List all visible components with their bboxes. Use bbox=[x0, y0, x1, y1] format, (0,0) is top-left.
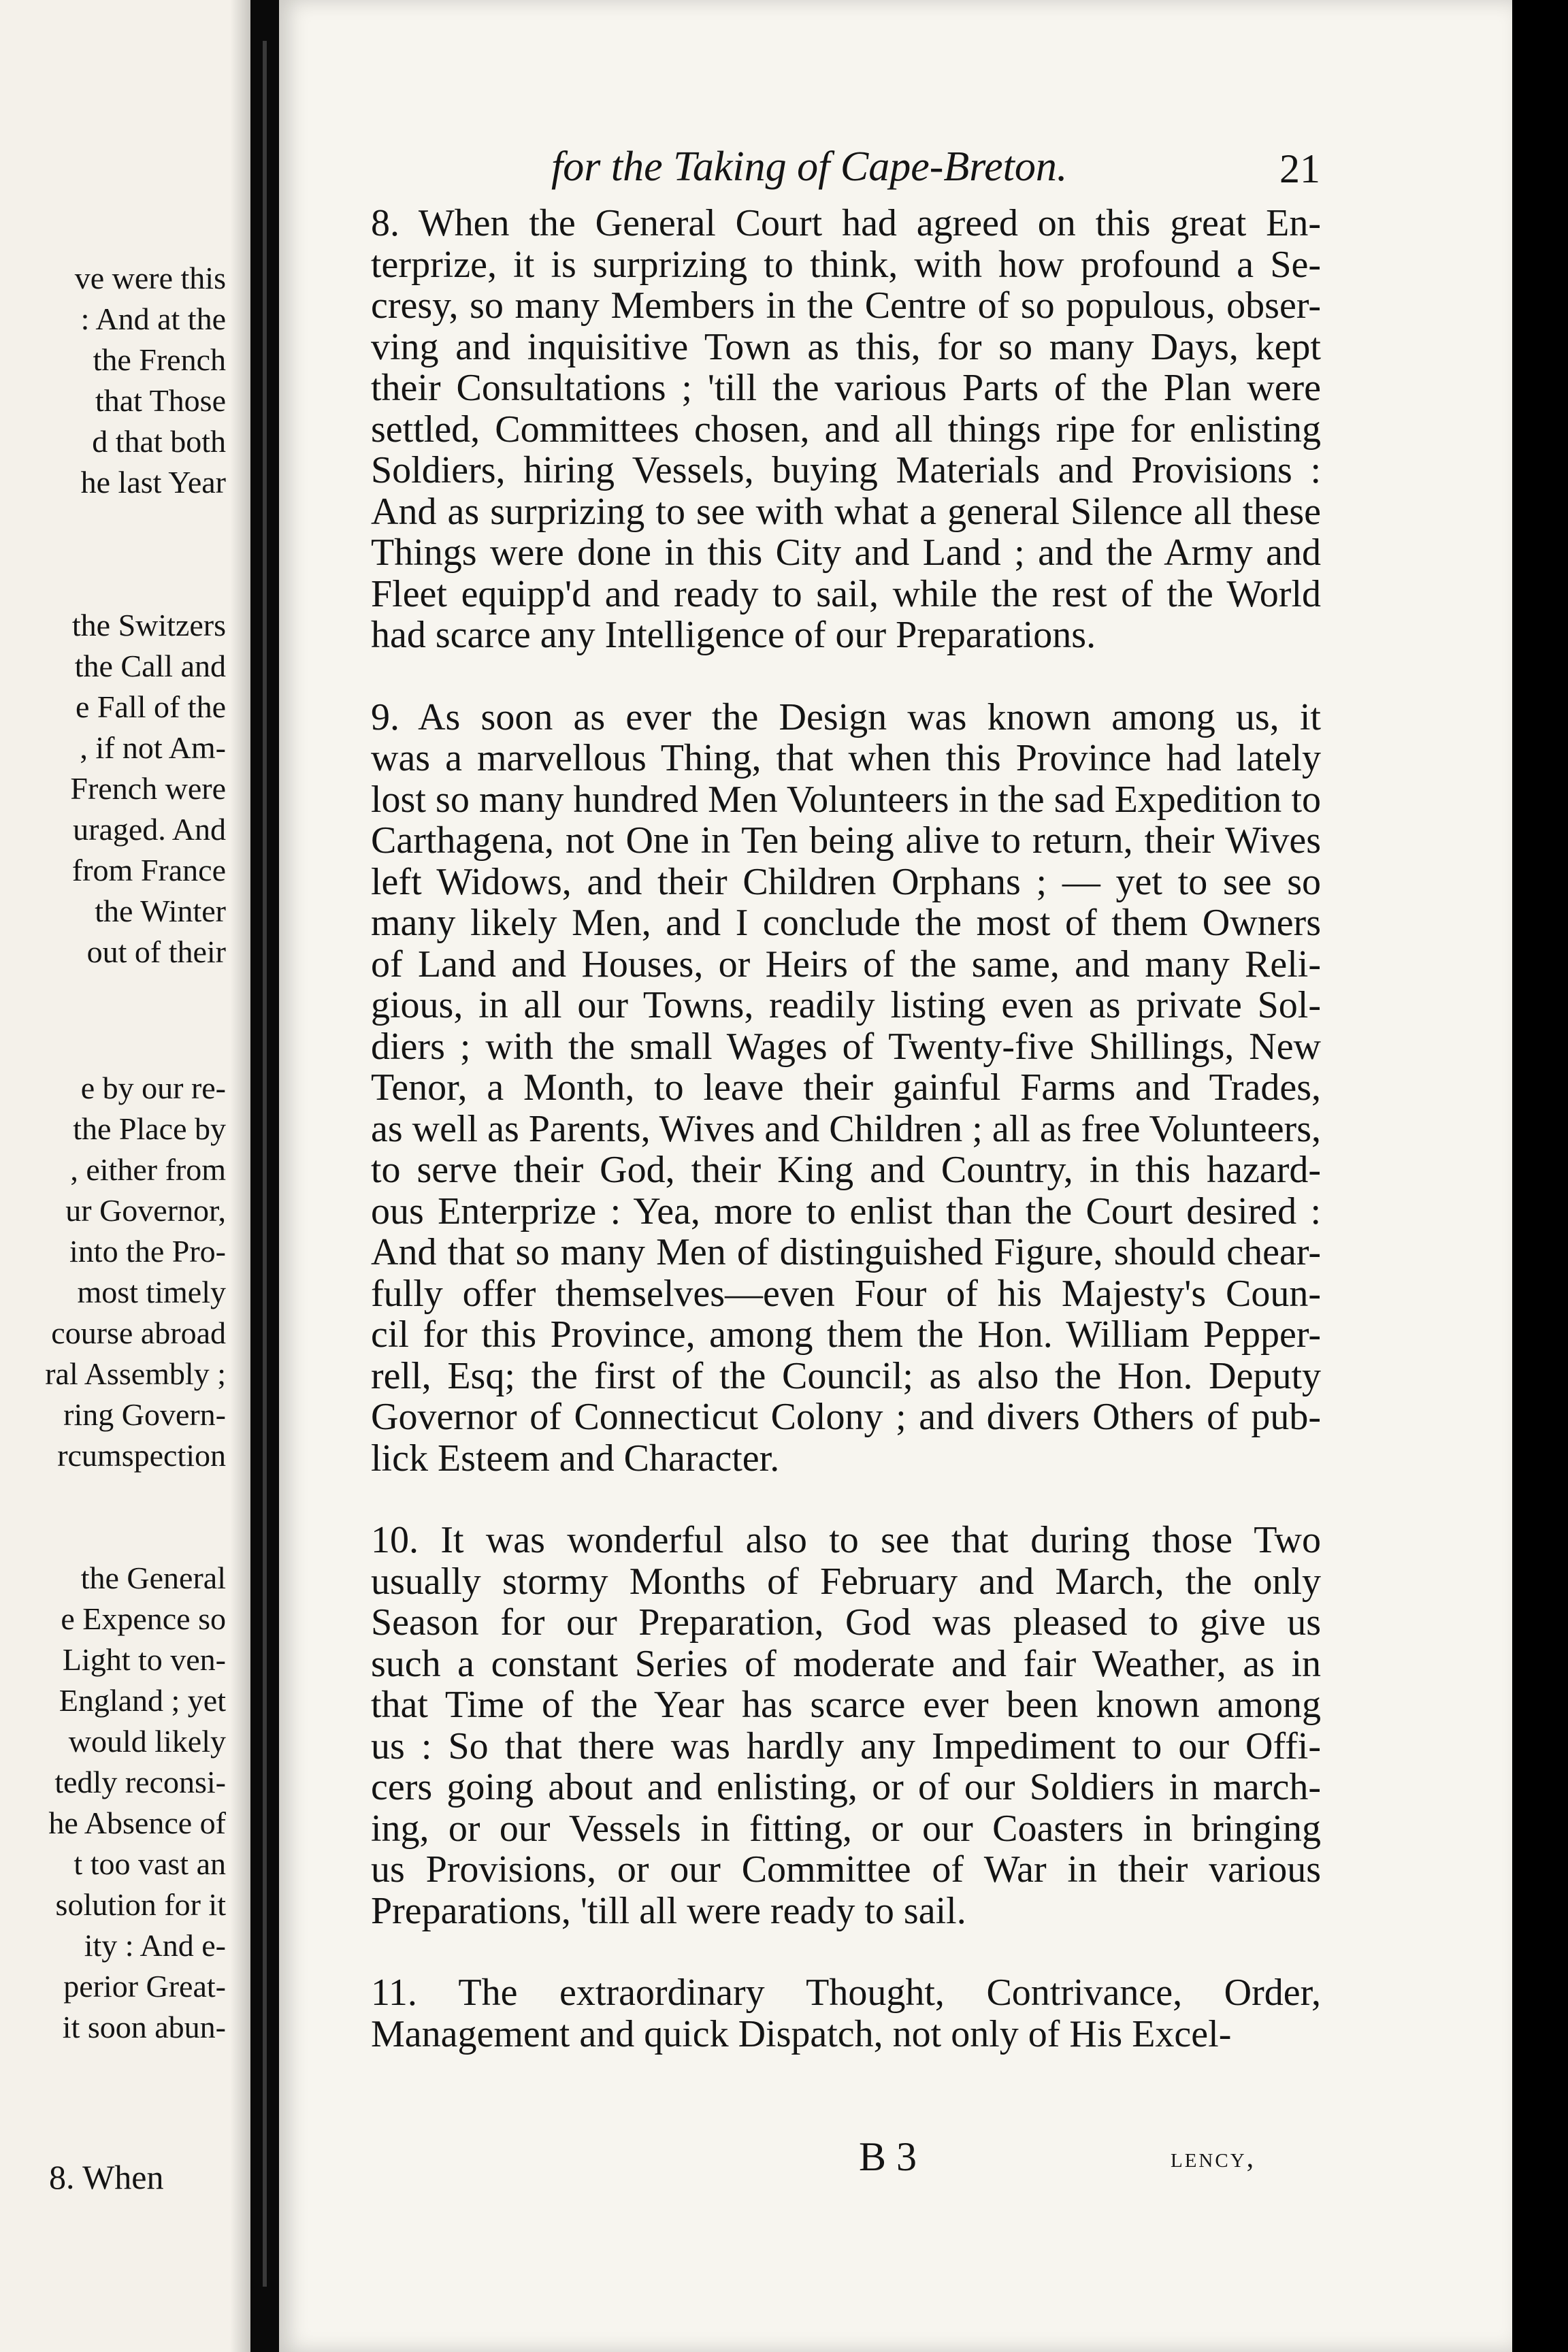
text-line: gious, in all our Towns, readily listing even as private Sol- bbox=[371, 984, 1321, 1026]
previous-page-line: he last Year bbox=[80, 465, 226, 500]
previous-page-line: the Call and bbox=[74, 649, 226, 683]
previous-page-line: it soon abun- bbox=[62, 2010, 226, 2044]
previous-page-fragment bbox=[0, 0, 250, 2352]
text-line: ous Enterprize : Yea, more to enlist than the Court desired : bbox=[371, 1190, 1321, 1232]
text-line: left Widows, and their Children Orphans ; — yet to see so bbox=[371, 860, 1321, 903]
previous-page-line: would likely bbox=[68, 1724, 226, 1759]
previous-page-line: ring Govern- bbox=[63, 1397, 226, 1432]
previous-page-line: the Place by bbox=[73, 1111, 226, 1146]
text-line: Season for our Preparation, God was pleased to give us bbox=[371, 1601, 1321, 1644]
text-line: their Consultations ; 'till the various Parts of the Plan were bbox=[371, 367, 1321, 409]
previous-page-line: the French bbox=[93, 342, 226, 377]
text-line: cresy, so many Members in the Centre of so populous, obser- bbox=[371, 284, 1321, 327]
previous-page-line: he Absence of bbox=[48, 1806, 226, 1840]
previous-page-line: rcumspection bbox=[57, 1438, 226, 1473]
previous-page-line: the General bbox=[80, 1561, 226, 1595]
previous-page-line: ity : And e- bbox=[84, 1928, 226, 1963]
book-spine bbox=[250, 0, 279, 2352]
text-line: ing, or our Vessels in fitting, or our Coasters in bringing bbox=[371, 1807, 1321, 1850]
text-line: to serve their God, their King and Country, in this hazard- bbox=[371, 1149, 1321, 1191]
text-line: usually stormy Months of February and March, the only bbox=[371, 1560, 1321, 1603]
page-edge-shadow bbox=[1512, 0, 1568, 2352]
previous-page-line: solution for it bbox=[55, 1887, 226, 1922]
text-line: Governor of Connecticut Colony ; and divers Others of pub- bbox=[371, 1396, 1321, 1438]
text-line: us Provisions, or our Committee of War in their various bbox=[371, 1848, 1321, 1891]
text-line: 8. When the General Court had agreed on this great En- bbox=[371, 202, 1321, 244]
previous-page-line: course abroad bbox=[51, 1316, 226, 1350]
text-line: was a marvellous Thing, that when this Province had lately bbox=[371, 737, 1321, 779]
text-line: Management and quick Dispatch, not only of His Excel- bbox=[371, 2012, 1232, 2055]
text-line: such a constant Series of moderate and fair Weather, as in bbox=[371, 1642, 1321, 1685]
paragraph bbox=[371, 203, 1321, 656]
text-line: us : So that there was hardly any Impediment to our Offi- bbox=[371, 1725, 1321, 1767]
previous-page-line: French were bbox=[70, 771, 226, 806]
previous-page-line: from France bbox=[71, 853, 226, 887]
previous-page-line: ve were this bbox=[74, 261, 226, 295]
running-head: for the Taking of Cape-Breton. bbox=[551, 144, 1068, 190]
previous-page-line: tedly reconsi- bbox=[54, 1765, 226, 1799]
text-line: 9. As soon as ever the Design was known among us, it bbox=[371, 696, 1321, 738]
text-line: lick Esteem and Character. bbox=[371, 1437, 780, 1480]
text-line: Carthagena, not One in Ten being alive to return, their Wives bbox=[371, 819, 1321, 862]
text-line: many likely Men, and I conclude the most of them Owners bbox=[371, 902, 1321, 944]
text-line: Things were done in this City and Land ; and the Army and bbox=[371, 532, 1321, 574]
previous-page-line: out of their bbox=[86, 934, 226, 969]
text-line: diers ; with the small Wages of Twenty-five Shillings, New bbox=[371, 1025, 1321, 1068]
text-line: had scarce any Intelligence of our Preparations. bbox=[371, 614, 1096, 656]
text-line: rell, Esq; the first of the Council; as also the Hon. Deputy bbox=[371, 1354, 1321, 1397]
text-line: cers going about and enlisting, or of our Soldiers in march- bbox=[371, 1766, 1321, 1808]
text-line: of Land and Houses, or Heirs of the same, and many Reli- bbox=[371, 943, 1321, 985]
previous-page-line: most timely bbox=[77, 1275, 226, 1309]
previous-page-catchword: 8. When bbox=[49, 2158, 164, 2196]
text-line: 11. The extraordinary Thought, Contrivance, Order, bbox=[371, 1972, 1321, 2014]
paragraph bbox=[371, 1972, 1321, 2055]
previous-page-line: ral Assembly ; bbox=[45, 1356, 226, 1391]
text-line: And that so many Men of distinguished Figure, should chear- bbox=[371, 1231, 1321, 1273]
text-line: settled, Committees chosen, and all things ripe for enlisting bbox=[371, 408, 1321, 451]
text-line: Soldiers, hiring Vessels, buying Materials and Provisions : bbox=[371, 449, 1321, 491]
spine-highlight bbox=[263, 41, 267, 2287]
previous-page-line: perior Great- bbox=[63, 1969, 226, 2004]
text-line: Tenor, a Month, to leave their gainful Farms and Trades, bbox=[371, 1066, 1321, 1109]
text-line: 10. It was wonderful also to see that during those Two bbox=[371, 1519, 1321, 1561]
previous-page-line: , either from bbox=[70, 1152, 226, 1187]
text-line: lost so many hundred Men Volunteers in the sad Expedition to bbox=[371, 778, 1321, 821]
previous-page-line: the Switzers bbox=[71, 608, 226, 642]
text-line: as well as Parents, Wives and Children ; all as free Volunteers, bbox=[371, 1107, 1321, 1150]
previous-page-line: uraged. And bbox=[73, 812, 226, 847]
signature-mark: B 3 bbox=[859, 2134, 917, 2179]
previous-page-line: England ; yet bbox=[59, 1683, 226, 1718]
text-line: that Time of the Year has scarce ever been known among bbox=[371, 1684, 1321, 1726]
page-header bbox=[279, 136, 1512, 204]
text-line: And as surprizing to see with what a general Silence all these bbox=[371, 490, 1321, 533]
previous-page-line: d that both bbox=[92, 424, 226, 459]
previous-page-line: that Those bbox=[95, 383, 226, 418]
text-line: terprize, it is surprizing to think, with how profound a Se- bbox=[371, 243, 1321, 286]
previous-page-line: ur Governor, bbox=[65, 1193, 226, 1228]
page-body bbox=[371, 203, 1321, 2095]
paragraph bbox=[371, 1520, 1321, 1931]
previous-page-line: the Winter bbox=[95, 894, 226, 928]
paragraph bbox=[371, 697, 1321, 1480]
text-line: ving and inquisitive Town as this, for so many Days, kept bbox=[371, 325, 1321, 368]
previous-page-line: t too vast an bbox=[74, 1846, 226, 1881]
previous-page-line: , if not Am- bbox=[80, 730, 226, 765]
text-line: Fleet equipp'd and ready to sail, while the rest of the World bbox=[371, 572, 1321, 615]
text-line: cil for this Province, among them the Hon. William Pepper- bbox=[371, 1313, 1321, 1356]
previous-page-line: into the Pro- bbox=[69, 1234, 226, 1269]
text-line: Preparations, 'till all were ready to sail. bbox=[371, 1889, 966, 1932]
text-line: fully offer themselves—even Four of his Majesty's Coun- bbox=[371, 1272, 1321, 1315]
previous-page-line: e by our re- bbox=[80, 1071, 226, 1105]
gutter-shadow bbox=[230, 0, 250, 2352]
previous-page-line: e Expence so bbox=[61, 1601, 226, 1636]
previous-page-line: e Fall of the bbox=[76, 689, 226, 724]
catchword: lency, bbox=[1171, 2142, 1256, 2174]
page-number: 21 bbox=[1279, 146, 1320, 191]
previous-page-line: Light to ven- bbox=[62, 1642, 226, 1677]
previous-page-line: : And at the bbox=[80, 301, 226, 336]
